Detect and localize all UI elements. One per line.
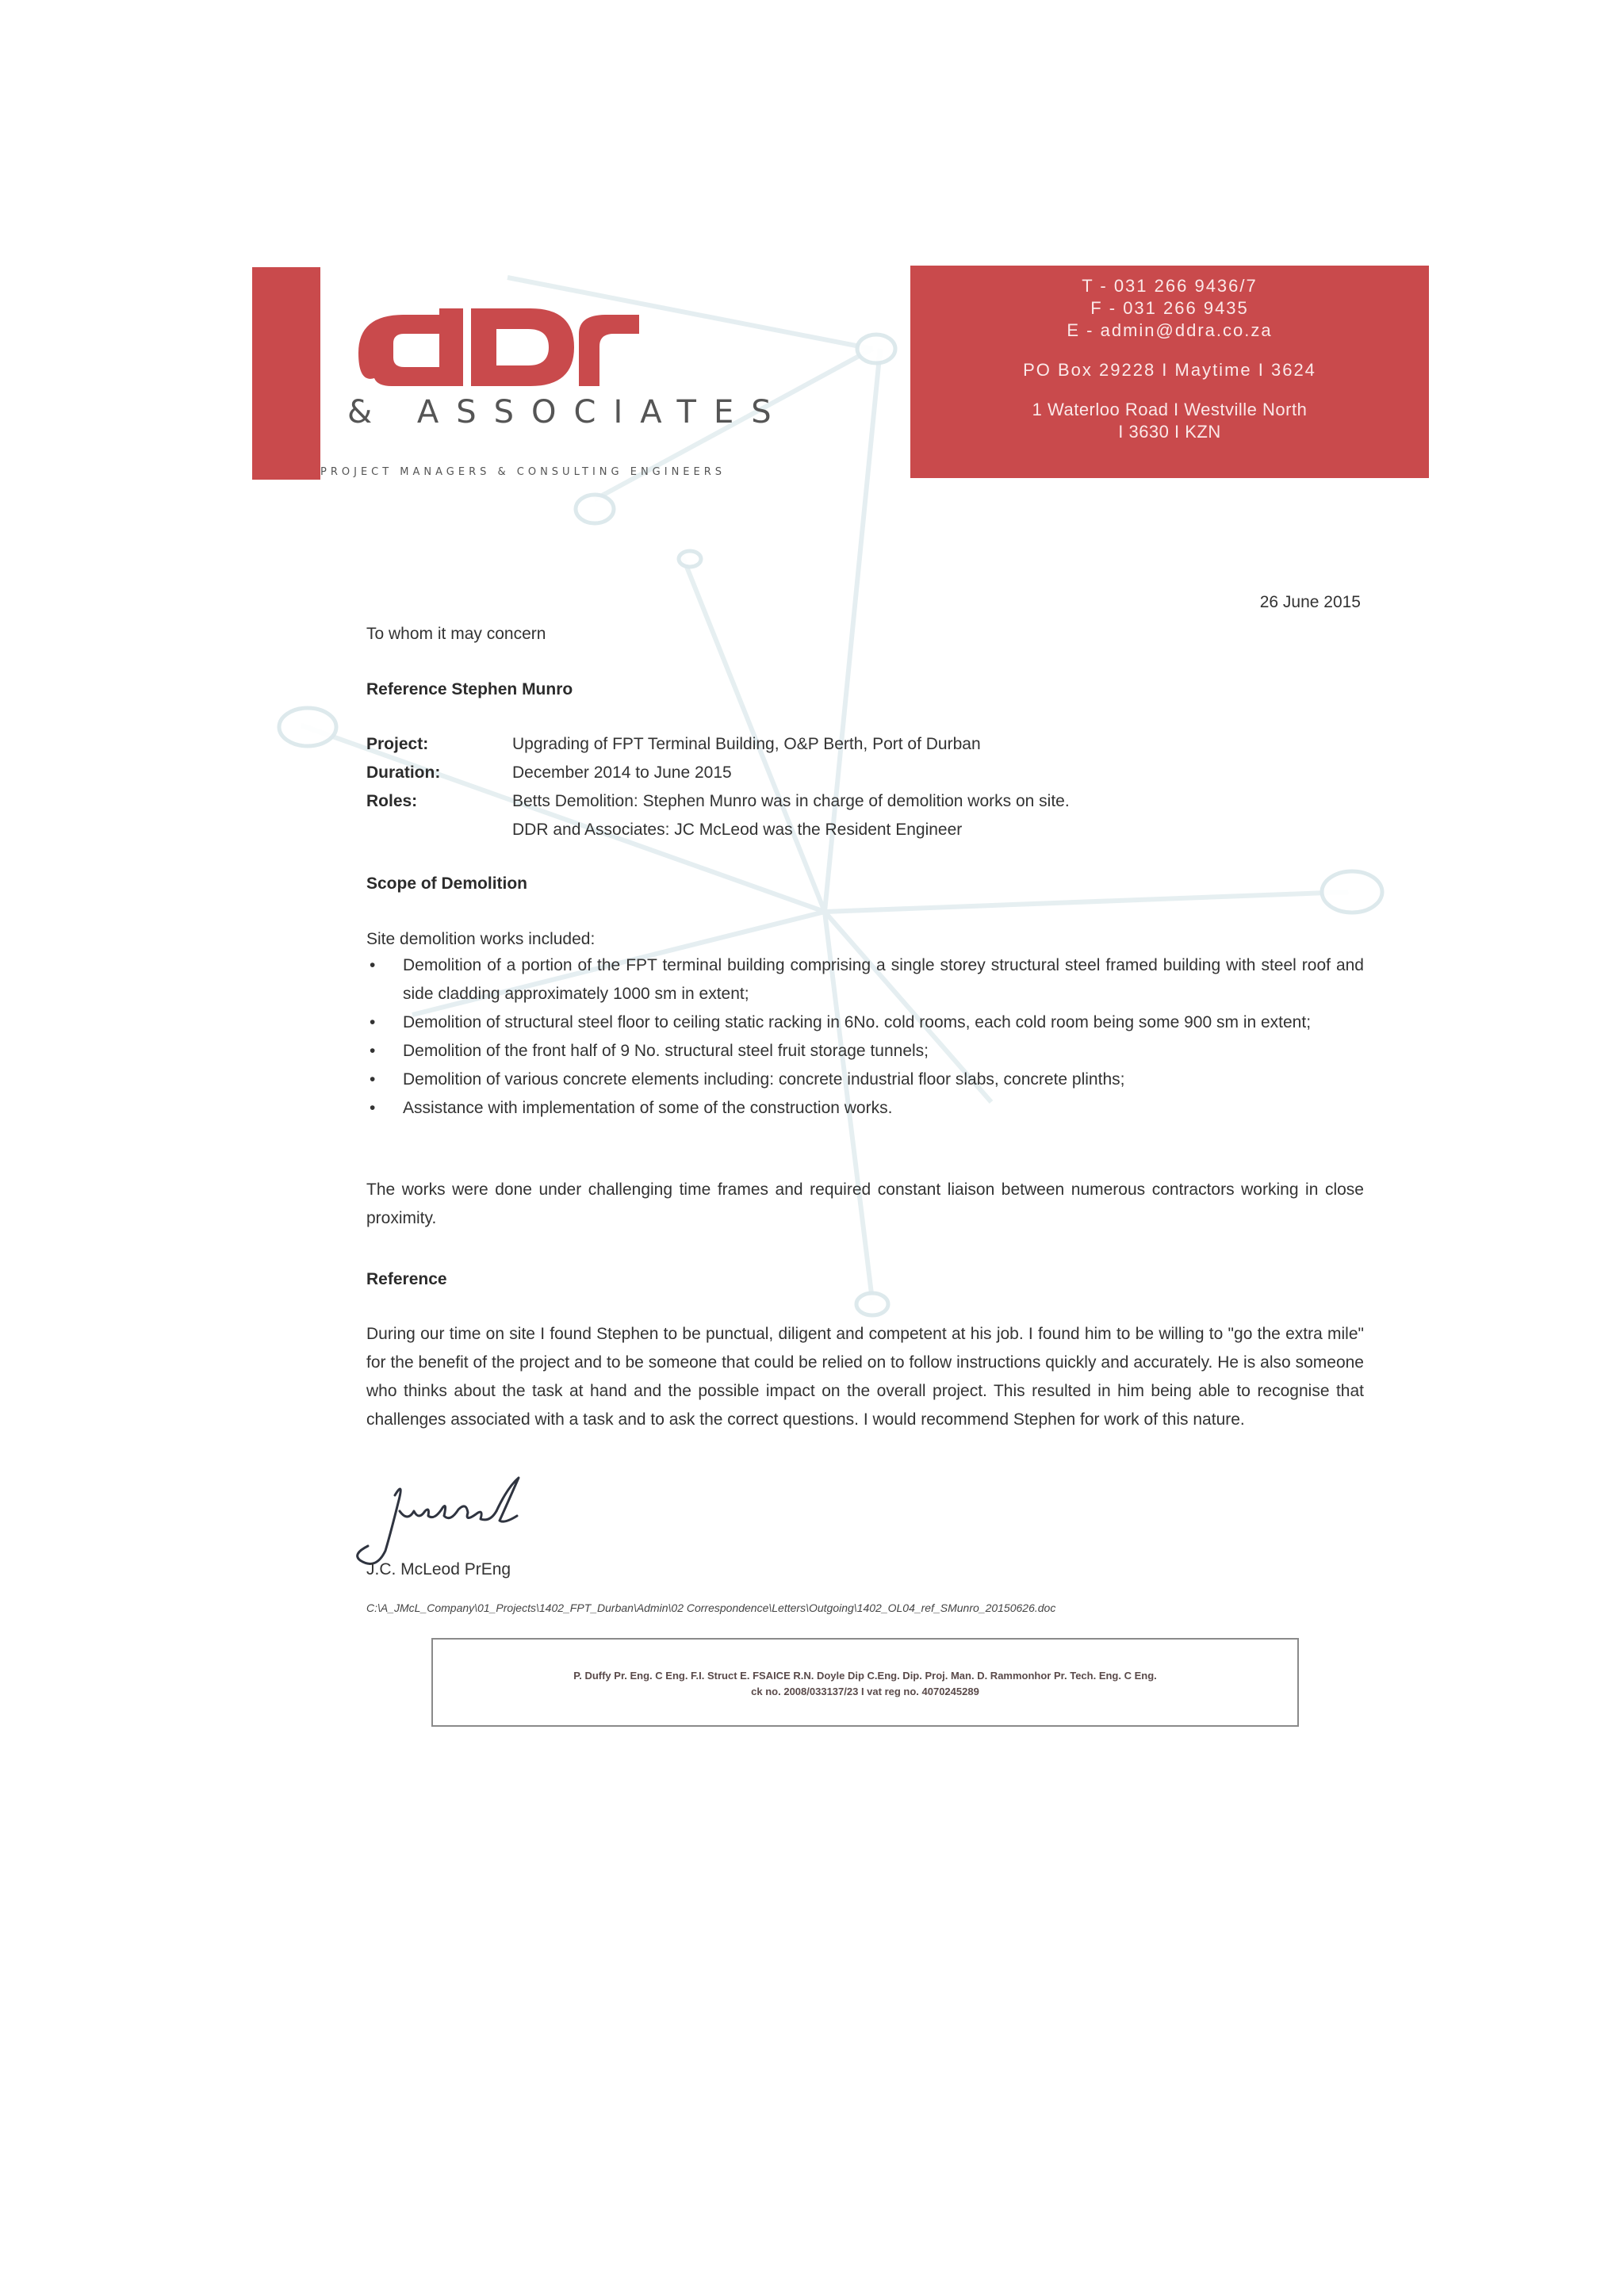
scope-intro: Site demolition works included: <box>366 930 596 948</box>
signatory-name: J.C. McLeod PrEng <box>366 1560 511 1578</box>
roles-value-contractor: Betts Demolition: Stephen Munro was in charge of demolition works on site. <box>512 792 1070 810</box>
list-item-text: Demolition of a portion of the FPT terminal building comprising a single storey structural steel framed building with steel roof and side cladding approximately 1000 sm in extent; <box>403 956 1364 1003</box>
company-tagline: PROJECT MANAGERS & CONSULTING ENGINEERS <box>320 466 726 478</box>
project-value: Upgrading of FPT Terminal Building, O&P Berth, Port of Durban <box>512 735 981 753</box>
reference-subject-heading: Reference Stephen Munro <box>366 680 573 698</box>
roles-value-engineer: DDR and Associates: JC McLeod was the Resident Engineer <box>512 821 963 839</box>
footer-directors-line: P. Duffy Pr. Eng. C Eng. F.I. Struct E. FSAICE R.N. Doyle Dip C.Eng. Dip. Proj. Man. D. Rammonhor Pr. Tech. Eng. C Eng. <box>573 1670 1157 1682</box>
list-item-text: Assistance with implementation of some of the construction works. <box>403 1099 893 1117</box>
street-address-line2: I 3630 I KZN <box>1118 422 1221 442</box>
list-item-text: Demolition of various concrete elements including: concrete industrial floor slabs, concrete plinths; <box>403 1070 1125 1089</box>
bullet-icon: • <box>370 1042 376 1060</box>
duration-value: December 2014 to June 2015 <box>512 763 732 782</box>
roles-values <box>512 787 1365 844</box>
scope-list <box>366 951 1364 1123</box>
reference-paragraph: During our time on site I found Stephen to be punctual, diligent and competent at his job. I found him to be willing to "go the extra mile" for the benefit of the project and to be someone that could be relied on to follow instructions quickly and accurately. He is also someone who thinks about the task at hand and the possible impact on the overall project. This resulted in him being able to recognise that challenges associated with a task and to ask the correct questions. I would recommend Stephen for work of this nature. <box>366 1325 1364 1429</box>
list-item-text: Demolition of the front half of 9 No. structural steel fruit storage tunnels; <box>403 1042 929 1060</box>
bullet-icon: • <box>370 1099 376 1117</box>
roles-label: Roles: <box>366 792 418 810</box>
project-details <box>366 730 1365 844</box>
footer-registration-line: ck no. 2008/033137/23 I vat reg no. 4070245289 <box>751 1686 979 1697</box>
street-address-line1: 1 Waterloo Road I Westville North <box>1032 400 1308 419</box>
logo-subtitle: & ASSOCIATES <box>347 394 789 430</box>
document-file-path: C:\A_JMcL_Company\01_Projects\1402_FPT_Durban\Admin\02 Correspondence\Letters\Outgoing\1402_OL04_ref_SMunro_20150626.doc <box>366 1601 1056 1614</box>
list-item-text: Demolition of structural steel floor to ceiling static racking in 6No. cold rooms, each cold room being some 900 sm in extent; <box>403 1013 1312 1031</box>
duration-label: Duration: <box>366 763 441 782</box>
phone-number: T - 031 266 9436/7 <box>1082 276 1258 296</box>
list-item <box>366 1008 1364 1037</box>
footer-directors-box <box>431 1638 1299 1727</box>
letterhead-red-bar <box>252 267 320 480</box>
project-row <box>366 730 1365 759</box>
bullet-icon: • <box>370 1013 376 1031</box>
roles-row <box>366 787 1365 844</box>
salutation: To whom it may concern <box>366 625 546 643</box>
duration-row <box>366 759 1365 787</box>
list-item <box>366 1037 1364 1066</box>
list-item <box>366 951 1364 1008</box>
bullet-icon: • <box>370 956 376 974</box>
works-paragraph: The works were done under challenging time frames and required constant liaison between numerous contractors working in close proximity. <box>366 1181 1364 1227</box>
project-label: Project: <box>366 735 429 753</box>
street-address <box>910 399 1429 443</box>
postal-address <box>910 359 1429 381</box>
contact-box <box>910 266 1429 478</box>
list-item <box>366 1066 1364 1094</box>
email-address[interactable]: E - admin@ddra.co.za <box>1067 320 1273 340</box>
scope-heading: Scope of Demolition <box>366 874 528 893</box>
list-item <box>366 1094 1364 1123</box>
po-box: PO Box 29228 I Maytime I 3624 <box>1023 360 1316 380</box>
reference-section-heading: Reference <box>366 1270 447 1288</box>
bullet-icon: • <box>370 1070 376 1089</box>
ddr-logo-mark <box>320 267 904 480</box>
contact-numbers <box>910 275 1429 342</box>
company-logo <box>320 267 904 480</box>
fax-number: F - 031 266 9435 <box>1090 298 1249 318</box>
letter-date: 26 June 2015 <box>1259 593 1361 611</box>
